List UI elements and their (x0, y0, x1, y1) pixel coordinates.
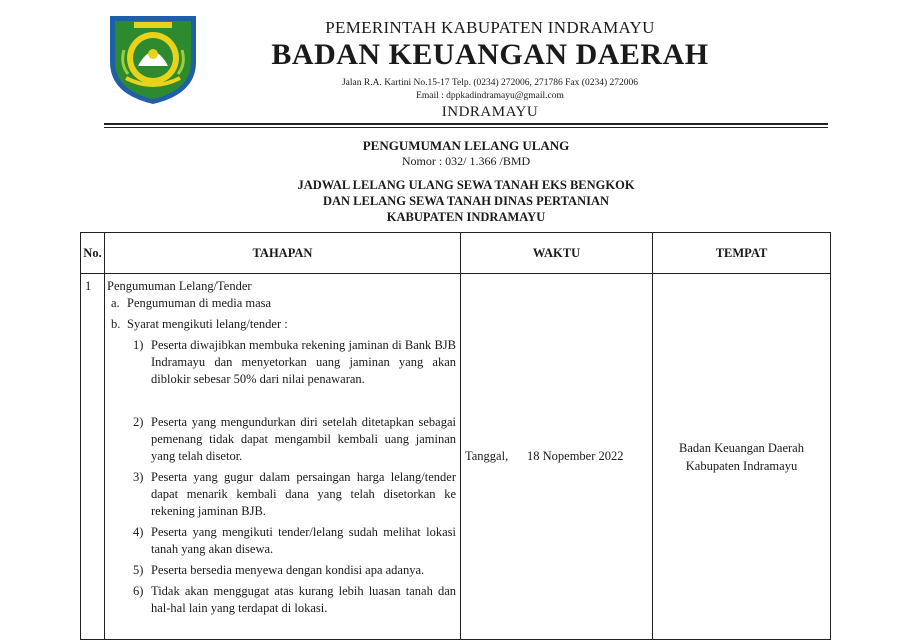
header-tahapan: TAHAPAN (105, 233, 461, 274)
header-tempat: TEMPAT (653, 233, 831, 274)
agency-city: INDRAMAYU (441, 104, 539, 120)
letterhead-rule-thin (104, 127, 828, 128)
waktu-date: 18 Nopember 2022 (527, 449, 624, 463)
tahapan-cell (105, 274, 461, 640)
table-row (81, 274, 831, 640)
government-name: PEMERINTAH KABUPATEN INDRAMAYU (325, 18, 655, 37)
waktu-label: Tanggal, (465, 449, 509, 463)
tempat-line-2: Kabupaten Indramayu (685, 458, 798, 473)
schedule-table (80, 232, 831, 640)
row-number: 1 (81, 274, 105, 640)
requirement-item: 6) Tidak akan menggugat atas kurang lebih luasan tanah dan hal-hal lain yang terdapat di lokasi. (133, 584, 456, 615)
announcement-title: PENGUMUMAN LELANG ULANG (362, 138, 570, 153)
agency-address: Jalan R.A. Kartini No.15-17 Telp. (0234) 272006, 271786 Fax (0234) 272006 (341, 78, 638, 88)
letterhead-rule-thick (104, 123, 828, 125)
header-no: No. (81, 233, 105, 274)
requirement-item: 5) Peserta bersedia menyewa dengan kondisi apa adanya. (133, 563, 425, 577)
agency-email: Email : dppkadindramayu@gmail.com (416, 91, 564, 101)
schedule-title-3: KABUPATEN INDRAMAYU (386, 210, 546, 224)
regency-logo (104, 10, 202, 106)
stage-title: Pengumuman Lelang/Tender (107, 279, 252, 293)
stage-sub-a: a. Pengumuman di media masa (111, 296, 272, 310)
waktu-cell (461, 274, 653, 640)
stage-sub-b: b. Syarat mengikuti lelang/tender : (111, 317, 288, 331)
schedule-title-1: JADWAL LELANG ULANG SEWA TANAH EKS BENGKOK (297, 178, 635, 192)
requirement-item: 1) Peserta diwajibkan membuka rekening jaminan di Bank BJB Indramayu dan menyetorkan uang jaminan yang akan diblokir sebesar 50% dari nilai penawaran. (133, 338, 456, 386)
tempat-cell (653, 274, 831, 640)
requirement-item: 4) Peserta yang mengikuti tender/lelang sudah melihat lokasi tanah yang akan disewa. (133, 525, 456, 556)
agency-name: BADAN KEUANGAN DAERAH (271, 38, 709, 71)
schedule-title-2: DAN LELANG SEWA TANAH DINAS PERTANIAN (322, 194, 610, 208)
tempat-line-1: Badan Keuangan Daerah (679, 440, 804, 455)
announcement-number: Nomor : 032/ 1.366 /BMD (401, 154, 531, 168)
requirement-item: 3) Peserta yang gugur dalam persaingan harga lelang/tender dapat menarik kembali dana yang telah disetorkan ke rekening jaminan BJB. (133, 470, 456, 518)
table-header-row (81, 233, 831, 274)
header-waktu: WAKTU (461, 233, 653, 274)
requirement-item: 2) Peserta yang mengundurkan diri setelah ditetapkan sebagai pemenang tidak dapat mengambil kembali uang jaminan yang telah disetor. (133, 415, 456, 463)
